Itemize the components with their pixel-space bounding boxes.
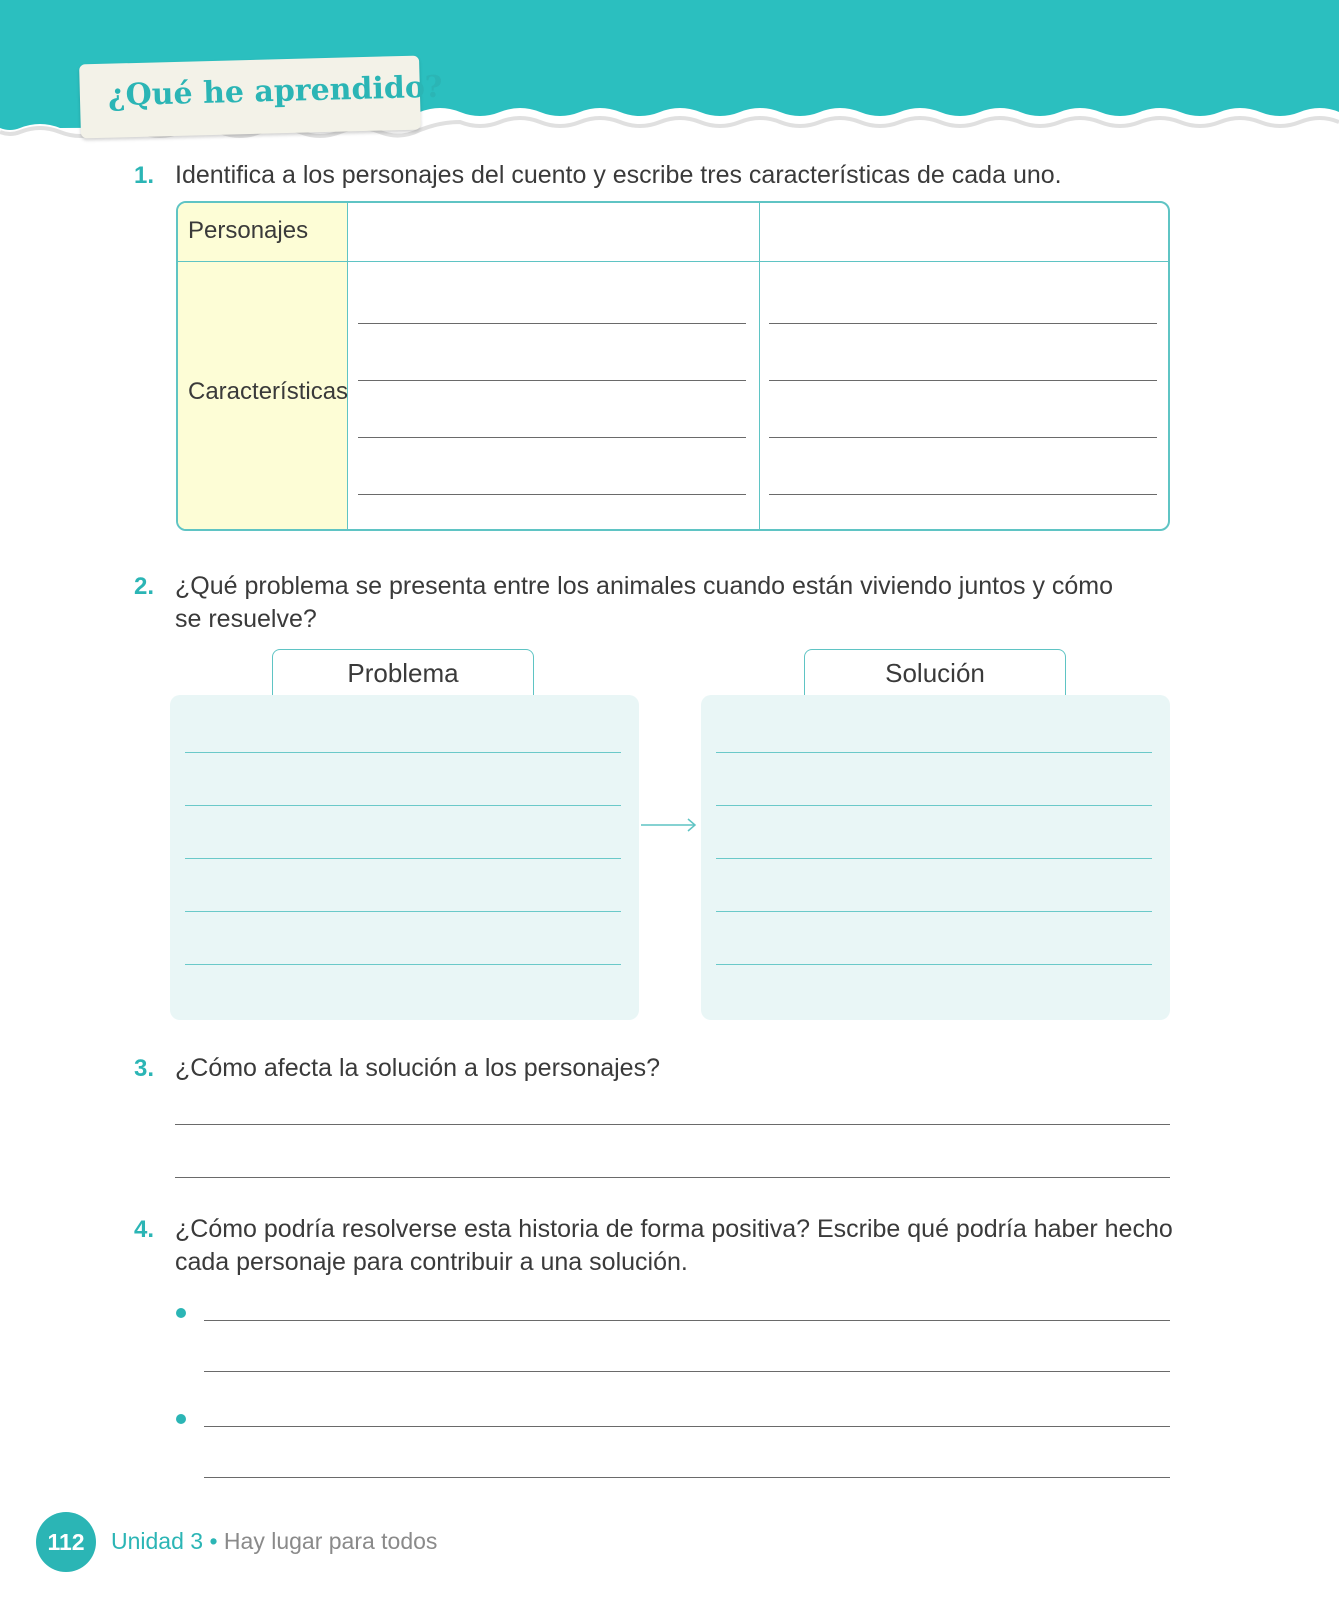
footer-caption <box>111 1528 437 1555</box>
row-label-caracteristicas: Características <box>188 378 349 405</box>
answer-line[interactable] <box>204 1320 1170 1321</box>
row-label-personajes: Personajes <box>188 217 309 244</box>
footer-unit: Unidad 3 <box>111 1528 204 1554</box>
solution-line[interactable] <box>716 858 1152 859</box>
page-title: ¿Qué he aprendido? <box>107 69 443 114</box>
answer-line[interactable] <box>175 1124 1170 1125</box>
question-4-number: 4. <box>134 1216 155 1243</box>
problem-line[interactable] <box>185 752 621 753</box>
question-4-text-line2: cada personaje para contribuir a una solución. <box>175 1248 688 1276</box>
question-1-number: 1. <box>134 162 155 189</box>
question-3-number: 3. <box>134 1055 155 1082</box>
solution-line[interactable] <box>716 752 1152 753</box>
footer-subtitle: Hay lugar para todos <box>223 1528 438 1554</box>
question-4-text-line1: ¿Cómo podría resolverse esta historia de forma positiva? Escribe qué podría haber hecho <box>175 1215 1173 1243</box>
answer-line[interactable] <box>358 380 746 381</box>
answer-line[interactable] <box>769 494 1157 495</box>
solution-label: Solución <box>804 649 1066 695</box>
table-divider <box>347 203 348 529</box>
problem-line[interactable] <box>185 858 621 859</box>
table-divider <box>759 203 760 529</box>
answer-line[interactable] <box>358 437 746 438</box>
question-2-text-line1: ¿Qué problema se presenta entre los animales cuando están viviendo juntos y cómo <box>175 572 1114 600</box>
question-2-text-line2: se resuelve? <box>175 605 317 633</box>
label-column <box>178 203 347 529</box>
question-1-text: Identifica a los personajes del cuento y escribe tres características de cada uno. <box>175 161 1062 189</box>
characters-table <box>176 201 1170 531</box>
page-number: 112 <box>36 1512 96 1572</box>
answer-line[interactable] <box>358 323 746 324</box>
solution-line[interactable] <box>716 964 1152 965</box>
answer-line[interactable] <box>769 323 1157 324</box>
question-2-number: 2. <box>134 573 155 600</box>
footer-separator: • <box>209 1528 218 1554</box>
question-3-text: ¿Cómo afecta la solución a los personajes? <box>175 1054 660 1082</box>
answer-line[interactable] <box>204 1477 1170 1478</box>
answer-line[interactable] <box>204 1426 1170 1427</box>
answer-line[interactable] <box>769 380 1157 381</box>
solution-line[interactable] <box>716 911 1152 912</box>
problem-line[interactable] <box>185 911 621 912</box>
bullet <box>176 1308 186 1318</box>
arrow-right-icon <box>639 815 699 835</box>
bullet <box>176 1414 186 1424</box>
solution-line[interactable] <box>716 805 1152 806</box>
table-divider <box>178 261 1168 262</box>
answer-line[interactable] <box>358 494 746 495</box>
problem-label: Problema <box>272 649 534 695</box>
answer-line[interactable] <box>769 437 1157 438</box>
answer-line[interactable] <box>204 1371 1170 1372</box>
answer-line[interactable] <box>175 1177 1170 1178</box>
problem-line[interactable] <box>185 964 621 965</box>
problem-line[interactable] <box>185 805 621 806</box>
